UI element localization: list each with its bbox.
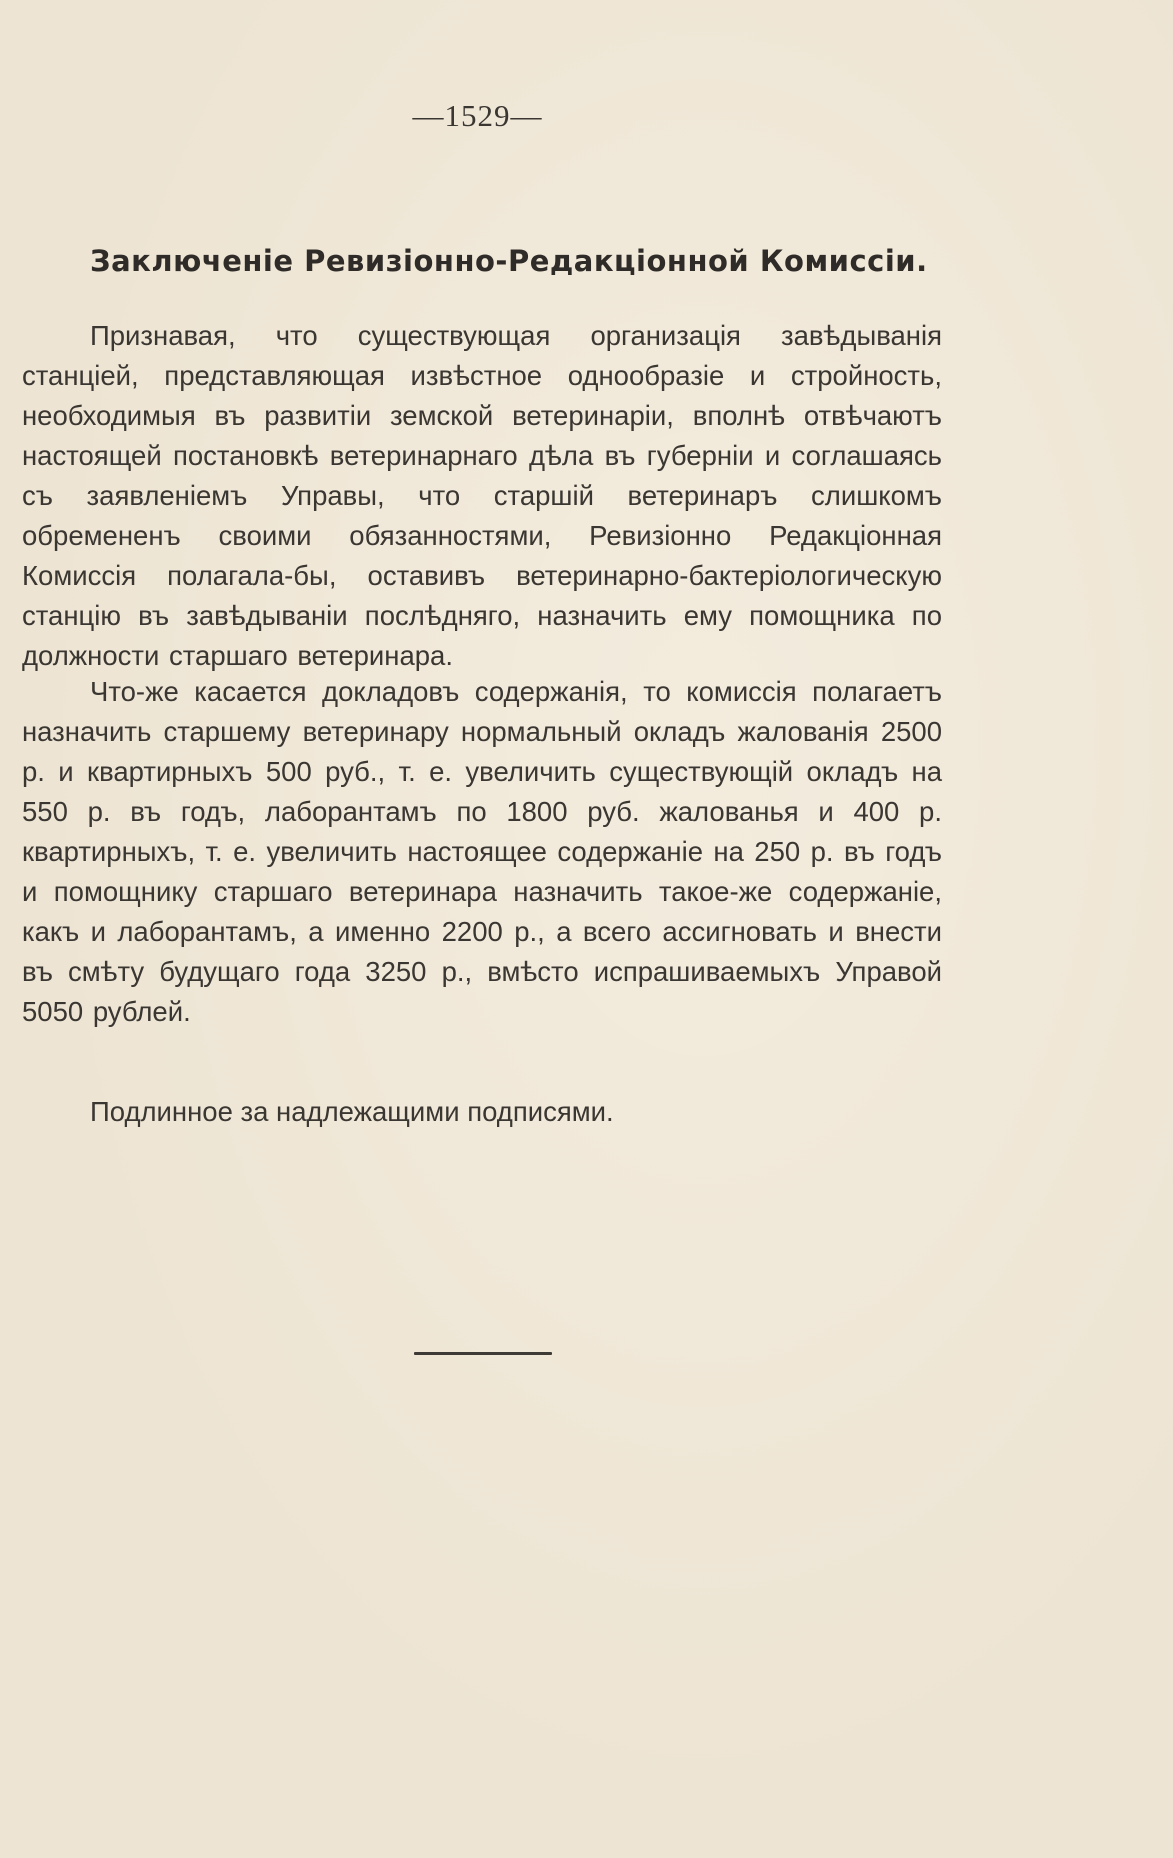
paragraph-2: Что-же касается докладовъ содержанія, то комиссія полагаетъ назначить старшему ветеринару нормальный окладъ жалованія 2500 р. и квартирныхъ 500 руб., т. е. увеличить существующій окладъ на 550 р. въ годъ, лаборантамъ по 1800 руб. жалованья и 400 р. квартирныхъ, т. е. увеличить настоящее содержаніе на 250 р. въ годъ и помощнику старшаго ветеринара назначить такое-же содержаніе, какъ и лаборантамъ, а именно 2200 р., а всего ассигновать и внести въ смѣту будущаго года 3250 р., вмѣсто испрашиваемыхъ Управой 5050 рублей. [22, 676, 942, 1027]
page-number: —1529— [412, 98, 543, 133]
paragraph-1: Признавая, что существующая организація завѣдыванія станціей, представляющая извѣстное однообразіе и стройность, необходимыя въ развитіи земской ветеринаріи, вполнѣ отвѣчаютъ настоящей постановкѣ ветеринарнаго дѣла въ губерніи и соглашаясь съ заявленіемъ Управы, что старшій ветеринаръ слишкомъ обремененъ своими обязанностями, Ревизіонно Редакціонная Комиссія полагала-бы, оставивъ ветеринарно-бактеріологическую станцію въ завѣдываніи послѣдняго, назначить ему помощника по должности старшаго ветеринара. [22, 320, 942, 671]
closing-line: Подлинное за надлежащими подписями. [90, 1096, 614, 1127]
section-heading: Заключеніе Ревизіонно-Редакціонной Комиссіи. [90, 244, 928, 278]
divider-line [414, 1352, 552, 1355]
